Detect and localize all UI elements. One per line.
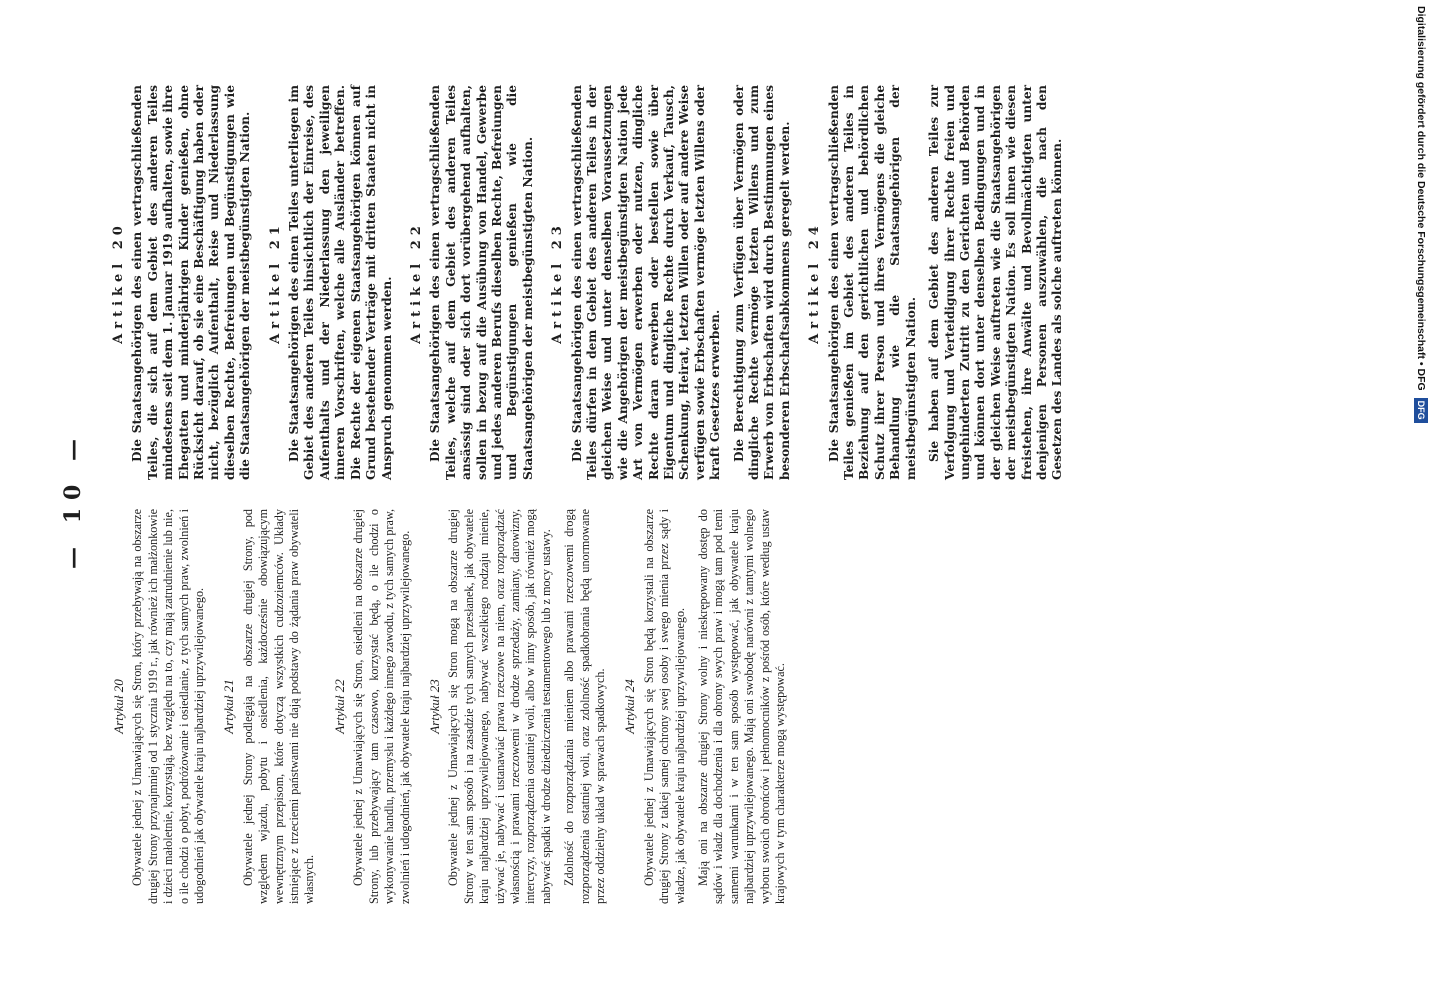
article-pl-23 — [427, 509, 608, 904]
article-de-21 — [268, 85, 395, 480]
article-pl-20 — [111, 509, 207, 904]
article-paragraph: Mają oni na obszarze drugiej Strony wolny i nieskrępowany dostęp do sądów i władz dla dochodzenia i dla obrony swych praw i mogą tam pod temi samemi warunkami i w ten sam sposób występować, jak obywatele kraju najbardziej uprzywilejowanego. Mają oni swobodę narówni z tamtymi wolnego wyboru swoich obrońców i pełnomocników z pośród osób, które według ustaw krajowych w tym charakterze mogą występować. — [696, 509, 788, 904]
article-de-22 — [409, 85, 536, 480]
article-paragraph: Sie haben auf dem Gebiet des anderen Teiles zur Verfolgung und Verteidigung ihrer Rechte freien und ungehinderten Zutritt zu den Gerichten und Behörden und können dort unter denselben Bedingungen und in der gleichen Weise auftreten wie die Staatsangehörigen der meistbegünstigten Nation. Es soll ihnen wie diesen freistehen, ihre Anwälte und Bevollmächtigten unter denjenigen Personen auszuwählen, die nach den Gesetzen des Landes als solche auftreten können. — [927, 85, 1065, 480]
article-pl-24 — [622, 509, 788, 904]
article-paragraph: Obywatele jednej Strony podlegają na obszarze drugiej Strony, pod względem wjazdu, pobytu i osiedlenia, każdocześnie obowiązującym wewnętrznym przepisom, które dotyczą wszystkich cudzoziemców. Układy istniejące z trzeciemi państwami nie dają podstawy do żądania praw obywateli własnych. — [240, 509, 317, 904]
article-pl-21 — [221, 509, 317, 904]
dfg-credit-label: Digitalisierung gefördert durch die Deutsche Forschungsgemeinschaft • DFG — [1415, 6, 1427, 391]
article-heading: Artikel 22 — [408, 221, 424, 344]
article-paragraph: Obywatele jednej z Umawiających się Stron mogą na obszarze drugiej Strony w ten sam sposób i na zasadzie tych samych przesłanek, jak obywatele kraju najbardziej uprzywilejowanego, nabywać wszelkiego rodzaju mienie, używać je, nabywać i ustanawiać prawa rzeczowe na niem, oraz rozporządzać własnością i prawami rzeczowemi w drodze sprzedaży, zamiany, darowizny, intercyzy, rozporządzenia ostatniej woli, albo w inny sposób, jak również mogą nabywać spadki w drodze dziedziczenia testamentowego lub z mocy ustawy. — [446, 509, 553, 904]
polish-column — [105, 509, 802, 904]
article-heading: Artykuł 22 — [331, 679, 347, 734]
page-number: — 10 — — [60, 431, 86, 569]
article-paragraph: Die Staatsangehörigen des einen vertragschließenden Teiles, welche auf dem Gebiet des anderen Teiles ansässig sind oder sich dort vorübergehend aufhalten, sollen in bezug auf die Ausübung von Handel, Gewerbe und jedes anderen Berufs dieselben Rechte, Befreiungen und Begünstigungen genießen wie die Staatsangehörigen der meistbegünstigten Nation. — [428, 85, 535, 480]
article-paragraph: Die Staatsangehörigen des einen vertragschließenden Teiles genießen im Gebiet des anderen Teiles in Beziehung auf den gerichtlichen und behördlichen Schutz ihrer Person und ihres Vermögens die gleiche Behandlung wie die Staatsangehörigen der meistbegünstigten Nation. — [826, 85, 918, 480]
dfg-logo: DFG — [1414, 398, 1428, 423]
article-paragraph: Zdolność do rozporządzania mieniem albo prawami rzeczowemi drogą rozporządzenia ostatniej woli, oraz zdolność spadkobrania będą unormowane przez oddzielny układ w sprawach spadkowych. — [562, 509, 607, 904]
article-paragraph: Obywatele jednej z Umawiających się Stron, który przebywają na obszarze drugiej Strony przynajmniej od 1 stycznia 1919 r., jak również ich małżonkowie i dzieci małoletnie, korzystają, bez względu na to, czy mają zatrudnienie lub nie, o ile chodzi o pobyt, podróżowanie i osiedlanie, z tych samych praw, zwolnień i udogodnień jak obywatele kraju najbardziej uprzywilejowanego. — [130, 509, 207, 904]
article-heading: Artikel 20 — [111, 221, 126, 344]
article-heading: Artykuł 21 — [221, 679, 237, 734]
dfg-credit-text — [1410, 6, 1432, 420]
article-paragraph: Die Berechtigung zum Verfügen über Vermögen oder dingliche Rechte vermöge letzten Willens und zum Erwerb von Erbschaften wird durch Bestimmungen eines besonderen Erbschaftsabkommens geregelt werden. — [731, 85, 792, 480]
article-de-24 — [807, 85, 1066, 480]
article-heading: Artykuł 23 — [426, 679, 442, 734]
article-heading: Artykuł 24 — [622, 679, 638, 734]
article-paragraph: Die Staatsangehörigen des einen vertragschließenden Teiles dürfen in dem Gebiet des anderen Teiles in der gleichen Weise und unter denselben Voraussetzungen wie die Angehörigen der meistbegünstigten Nation jede Art von Vermögen erwerben oder nutzen, dingliche Rechte daran erwerben oder bestellen sowie über Eigentum und dingliche Rechte durch Verkauf, Tausch, Schenkung, Heirat, letzten Willen oder auf andere Weise verfügen sowie Erbschaften vermöge letzten Willens oder kraft Gesetzes erwerben. — [569, 85, 723, 480]
article-paragraph: Die Staatsangehörigen des einen Teiles unterliegen im Gebiet des anderen Teiles hinsichtlich der Einreise, des Aufenthalts und der Niederlassung den jeweiligen inneren Vorschriften, welche alle Ausländer betreffen. Die Rechte der eigenen Staatsangehörigen können auf Grund bestehender Verträge mit dritten Staaten nicht in Anspruch genommen werden. — [287, 85, 394, 480]
article-heading: Artikel 21 — [267, 221, 283, 344]
article-de-20 — [111, 85, 254, 480]
article-heading: Artykuł 20 — [111, 679, 126, 734]
article-paragraph: Die Staatsangehörigen des einen vertragschließenden Teiles, die sich auf dem Gebiet des anderen Teiles mindestens seit dem 1. Januar 1919 aufhalten, sowie ihre Ehegatten und minderjährigen Kinder genießen, ohne Rücksicht darauf, ob sie eine Beschäftigung haben oder nicht, bezüglich Aufenthalt, Reise und Niederlassung dieselben Rechte, Befreiungen und Begünstigungen wie die Staatsangehörigen der meistbegünstigten Nation. — [130, 85, 253, 480]
dfg-credit — [1410, 6, 1432, 420]
article-de-23 — [550, 85, 793, 480]
article-paragraph: Obywatele jednej z Umawiających się Stron, osiedleni na obszarze drugiej Strony, lub przebywający tam czasowo, korzystać będą, o ile chodzi o wykonywanie handlu, przemysłu i każdego innego zawodu, z tych samych praw, zwolnień i udogodnień, jak obywatele kraju najbardziej uprzywilejowanego. — [351, 509, 412, 904]
german-column — [105, 85, 1080, 480]
article-heading: Artikel 23 — [550, 221, 566, 344]
article-pl-22 — [332, 509, 413, 904]
article-paragraph: Obywatele jednej z Umawiających się Stron będą korzystali na obszarze drugiej Strony z takiej samej ochrony swej osoby i swego mienia przez sądy i władze, jak obywatele kraju najbardziej uprzywilejowanego. — [641, 509, 687, 904]
article-heading: Artikel 24 — [807, 221, 823, 344]
